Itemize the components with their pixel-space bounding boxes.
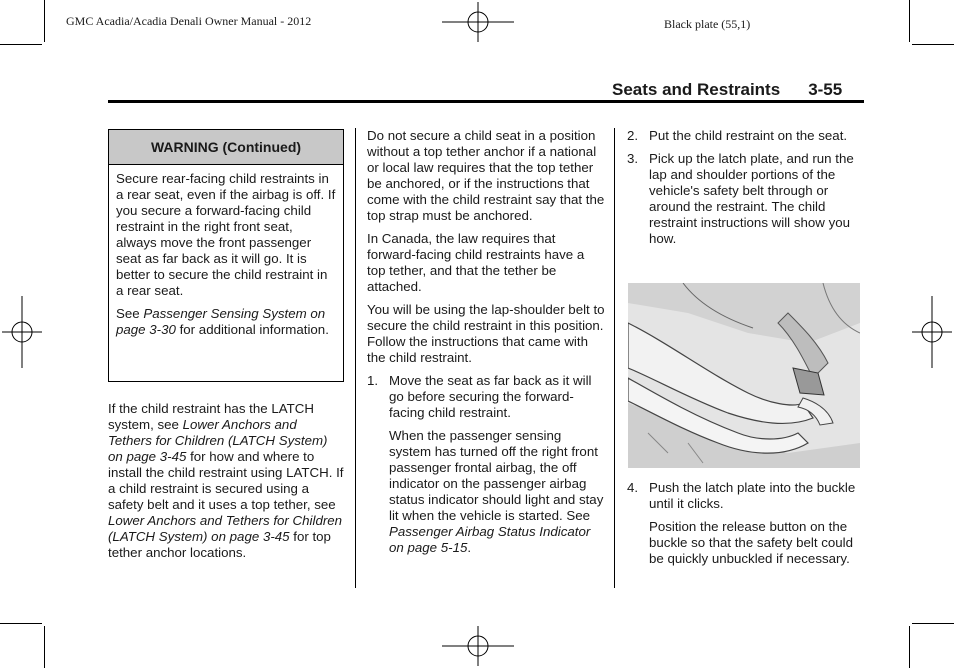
airbag-status-link[interactable]: Passenger Airbag Status Indicator on page 5-15 — [389, 524, 591, 555]
crop-mark-tl-v — [44, 0, 45, 42]
header-rule — [108, 100, 864, 103]
step-4-note — [627, 519, 864, 567]
section-title: Seats and Restraints — [612, 80, 781, 99]
column-2 — [367, 128, 605, 563]
warning-body — [109, 165, 343, 344]
latch-paragraph — [108, 401, 344, 561]
registration-mark-bottom-icon — [442, 626, 514, 666]
registration-mark-top-icon — [442, 2, 514, 42]
step-4-text: Push the latch plate into the buckle until it clicks. — [649, 480, 856, 511]
latch-text-2: for how and where to install the child restraint using LATCH. If a child restraint is secured using a safety belt and it uses a top tether, see — [108, 449, 344, 512]
page-number: 3-55 — [808, 80, 843, 99]
registration-mark-right-icon — [912, 296, 952, 368]
warning-reference — [116, 306, 336, 338]
latch-text-1: If the child restraint has the LATCH system, see — [108, 401, 314, 432]
registration-mark-left-icon — [2, 296, 42, 368]
step-1-note — [367, 428, 605, 556]
latch-link-2[interactable]: Lower Anchors and Tethers for Children (LATCH System) on page 3-45 — [108, 513, 343, 544]
canada-paragraph: In Canada, the law requires that forward-facing child restraints have a top tether, and that the tether be attached. — [367, 231, 585, 294]
step-1-note-pre: When the passenger sensing system has turned off the right front passenger frontal airbag, the off indicator on the passenger airbag status indicator should light and stay lit when the vehicle is started. See — [389, 428, 604, 523]
crop-mark-bl-h — [0, 623, 42, 624]
warning-box — [108, 129, 344, 382]
crop-mark-bl-v — [44, 626, 45, 668]
crop-mark-tr-v — [909, 0, 910, 42]
crop-mark-tl-h — [0, 44, 42, 45]
column-3-lower — [627, 480, 864, 574]
passenger-sensing-link[interactable]: Passenger Sensing System on page 3-30 — [116, 306, 326, 337]
step-3-text: Pick up the latch plate, and run the lap and shoulder portions of the vehicle's safety belt through or around the restraint. The child restraint instructions will show you how. — [649, 151, 854, 246]
warning-ref-prefix: See — [116, 306, 144, 321]
manual-title: GMC Acadia/Acadia Denali Owner Manual - 2012 — [66, 14, 312, 28]
step-1-note-post: . — [467, 540, 472, 555]
tether-paragraph: Do not secure a child seat in a position without a top tether anchor if a national or local law requires that the top tether be anchored, or if the instructions that come with the child restraint say that the top strap must be anchored. — [367, 128, 605, 223]
section-heading — [612, 80, 842, 100]
plate-label: Black plate (55,1) — [664, 17, 751, 31]
crop-mark-br-h — [912, 623, 954, 624]
step-4 — [627, 480, 864, 512]
lap-shoulder-paragraph: You will be using the lap-shoulder belt to secure the child restraint in this position. Follow the instructions that came with the child restraint. — [367, 302, 605, 365]
step-2 — [627, 128, 864, 144]
step-3-number: 3. — [627, 151, 639, 166]
step-1-note-text — [389, 428, 605, 556]
step-2-number: 2. — [627, 128, 639, 143]
warning-ref-suffix: for additional information. — [175, 322, 329, 337]
crop-mark-br-v — [909, 626, 910, 668]
step-1 — [367, 373, 605, 421]
warning-text: Secure rear-facing child restraints in a rear seat, even if the airbag is off. If you secure a forward-facing child restraint in the right front seat, always move the front passenger seat as far back as it will go. It is better to secure the child restraint in a rear seat. — [116, 171, 336, 298]
warning-heading: WARNING (Continued) — [109, 130, 343, 165]
step-4-note-text: Position the release button on the buckle so that the safety belt could be quickly unbuckled if necessary. — [649, 519, 854, 566]
latch-link-1[interactable]: Lower Anchors and Tethers for Children (LATCH System) on page 3-45 — [108, 417, 328, 464]
latch-plate-illustration — [628, 283, 860, 468]
latch-text-3: for top tether anchor locations. — [108, 529, 331, 560]
step-3 — [627, 151, 864, 247]
crop-mark-tr-h — [912, 44, 954, 45]
step-1-text: Move the seat as far back as it will go before securing the forward-facing child restraint. — [389, 373, 592, 420]
column-3 — [627, 128, 864, 254]
column-divider-2 — [614, 128, 615, 588]
column-divider-1 — [355, 128, 356, 588]
step-4-number: 4. — [627, 480, 639, 495]
step-2-text: Put the child restraint on the seat. — [649, 128, 848, 143]
step-1-number: 1. — [367, 373, 379, 388]
